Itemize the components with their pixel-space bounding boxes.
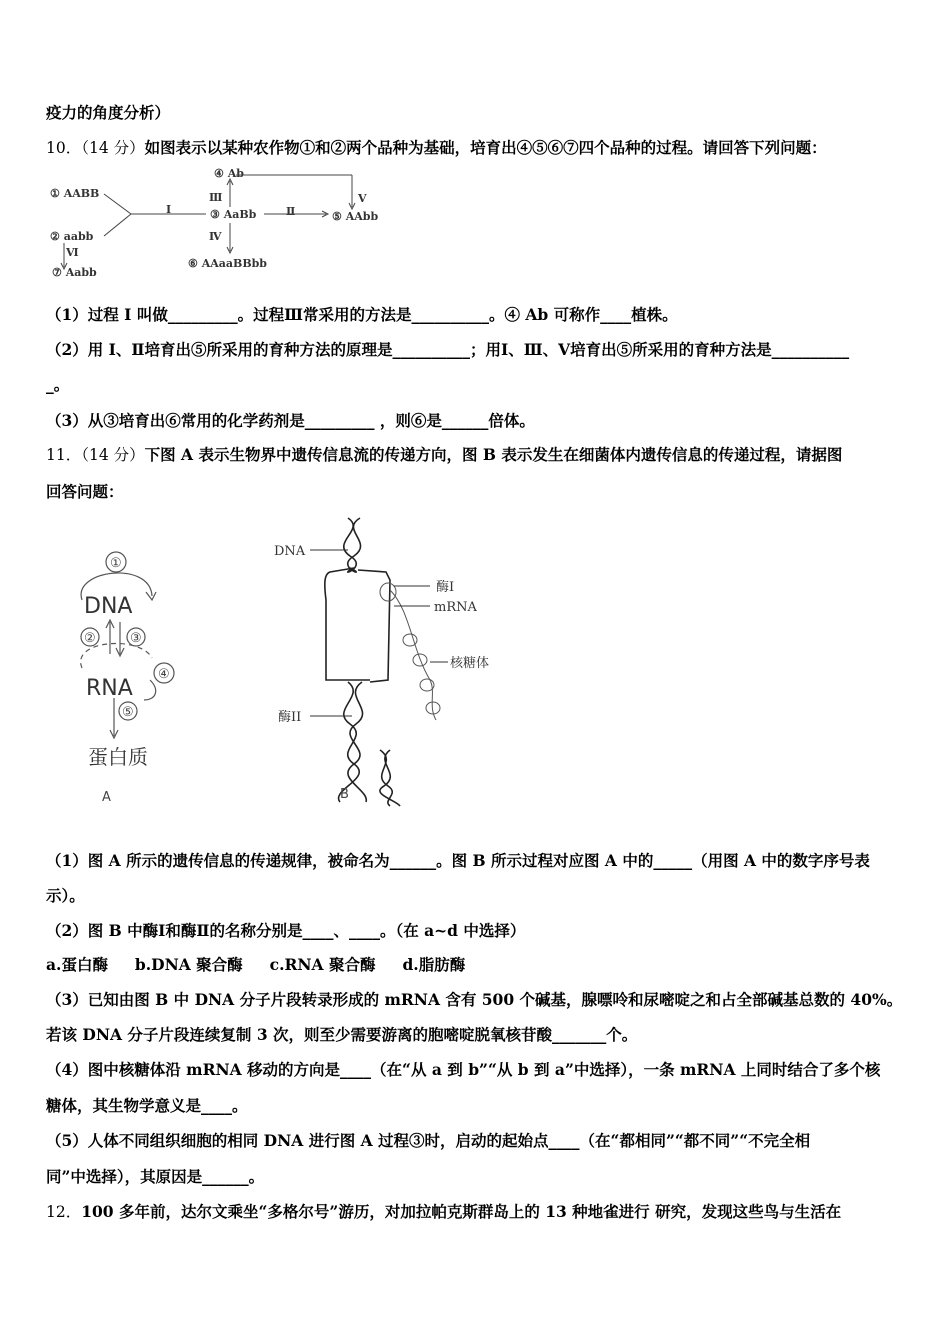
figure-a-label-3: ③ bbox=[130, 631, 142, 646]
question-10-stem bbox=[46, 136, 827, 158]
question-11-stem bbox=[46, 443, 842, 465]
question-11-part-3-cont: 若该 DNA 分子片段连续复制 3 次，则至少需要游离的胞嘧啶脱氧核苷酸_______个。 bbox=[46, 1025, 638, 1044]
route-4: Ⅳ bbox=[209, 230, 222, 243]
question-12-stem bbox=[46, 1200, 841, 1222]
question-10-part-1: （1）过程 I 叫做_________。过程Ⅲ常采用的方法是__________。④ Ab 可称作____植株。 bbox=[46, 305, 678, 324]
figure-b-mrna-label: mRNA bbox=[434, 600, 477, 615]
question-12-text: 100 多年前，达尔文乘坐“多格尔号”游历，对加拉帕克斯群岛上的 13 种地雀进行 研究，发现这些鸟与生活在 bbox=[81, 1202, 842, 1221]
route-6: Ⅵ bbox=[66, 246, 79, 259]
figure-a-protein: 蛋白质 bbox=[88, 745, 148, 769]
route-2: Ⅱ bbox=[286, 205, 296, 218]
figure-b-ribosome-label: 核糖体 bbox=[450, 656, 490, 671]
node-3: ③ AaBb bbox=[210, 208, 257, 221]
question-11-number: 11．（14 分） bbox=[46, 446, 145, 464]
question-10-text: 如图表示以某种农作物①和②两个品种为基础，培育出④⑤⑥⑦四个品种的过程。请回答下列问题： bbox=[144, 138, 827, 157]
question-10-part-2-cont: _。 bbox=[46, 375, 70, 394]
question-11-part-2: （2）图 B 中酶Ⅰ和酶Ⅱ的名称分别是____、____。（在 a~d 中选择） bbox=[46, 921, 526, 940]
question-11-part-4-cont: 糖体，其生物学意义是____。 bbox=[46, 1096, 248, 1115]
question-10-part-3: （3）从③培育出⑥常用的化学药剂是_________ ，则⑥是______倍体。 bbox=[46, 411, 535, 430]
figure-b-enzyme-1-label: 酶I bbox=[436, 580, 455, 595]
figure-a-label-5: ⑤ bbox=[122, 705, 134, 720]
node-2: ② aabb bbox=[50, 230, 94, 243]
text-line-0: 疫力的角度分析） bbox=[46, 103, 171, 122]
figure-b-enzyme-2-label: 酶II bbox=[278, 710, 302, 725]
figure-b-transcription bbox=[270, 510, 510, 810]
question-11-part-3: （3）已知由图 B 中 DNA 分子片段转录形成的 mRNA 含有 500 个碱基，腺嘌呤和尿嘧啶之和占全部碱基总数的 40%。 bbox=[46, 990, 903, 1009]
question-11-part-1: （1）图 A 所示的遗传信息的传递规律，被命名为______。图 B 所示过程对应图 A 中的_____（用图 A 中的数字序号表 bbox=[46, 851, 870, 870]
question-11-part-4: （4）图中核糖体沿 mRNA 移动的方向是____（在“从 a 到 b”“从 b 到 a”中选择），一条 mRNA 上同时结合了多个核 bbox=[46, 1060, 881, 1079]
question-11-text: 下图 A 表示生物界中遗传信息流的传递方向，图 B 表示发生在细菌体内遗传信息的传递过程，请据图 bbox=[144, 445, 843, 464]
figure-a-label-1: ① bbox=[110, 556, 122, 571]
question-11-part-5: （5）人体不同组织细胞的相同 DNA 进行图 A 过程③时，启动的起始点____（在“都相同”“都不同”“不完全相 bbox=[46, 1131, 811, 1150]
node-4: ④ Ab bbox=[214, 167, 244, 180]
figure-a-dna: DNA bbox=[84, 594, 133, 619]
node-7: ⑦ Aabb bbox=[52, 266, 97, 279]
node-6: ⑥ AAaaBBbb bbox=[188, 257, 267, 270]
figure-a-caption: A bbox=[102, 790, 111, 805]
node-5: ⑤ AAbb bbox=[332, 210, 379, 223]
question-11-part-5-cont: 同”中选择），其原因是______。 bbox=[46, 1167, 265, 1186]
figure-b-dna-label: DNA bbox=[274, 544, 306, 559]
figure-a-label-4: ④ bbox=[158, 667, 170, 682]
figure-a-central-dogma bbox=[60, 540, 200, 810]
question-10-number: 10．（14 分） bbox=[46, 139, 145, 157]
question-11-options: a.蛋白酶 b.DNA 聚合酶 c.RNA 聚合酶 d.脂肪酶 bbox=[46, 955, 466, 974]
route-5: Ⅴ bbox=[358, 192, 367, 205]
route-3: Ⅲ bbox=[209, 191, 223, 204]
question-11-part-1-cont: 示）。 bbox=[46, 886, 85, 905]
question-11-stem-cont: 回答问题： bbox=[46, 482, 124, 501]
node-1: ① AABB bbox=[50, 187, 100, 200]
route-1: I bbox=[166, 203, 172, 216]
figure-a-label-2: ② bbox=[84, 631, 96, 646]
figure-a-rna: RNA bbox=[86, 676, 133, 701]
breeding-diagram bbox=[46, 165, 386, 280]
question-12-number: 12． bbox=[46, 1203, 82, 1221]
figure-b-caption: B bbox=[340, 787, 349, 802]
question-10-part-2: （2）用 I、Ⅱ培育出⑤所采用的育种方法的原理是__________；用Ⅰ、Ⅲ、Ⅴ培育出⑤所采用的育种方法是__________ bbox=[46, 340, 850, 359]
